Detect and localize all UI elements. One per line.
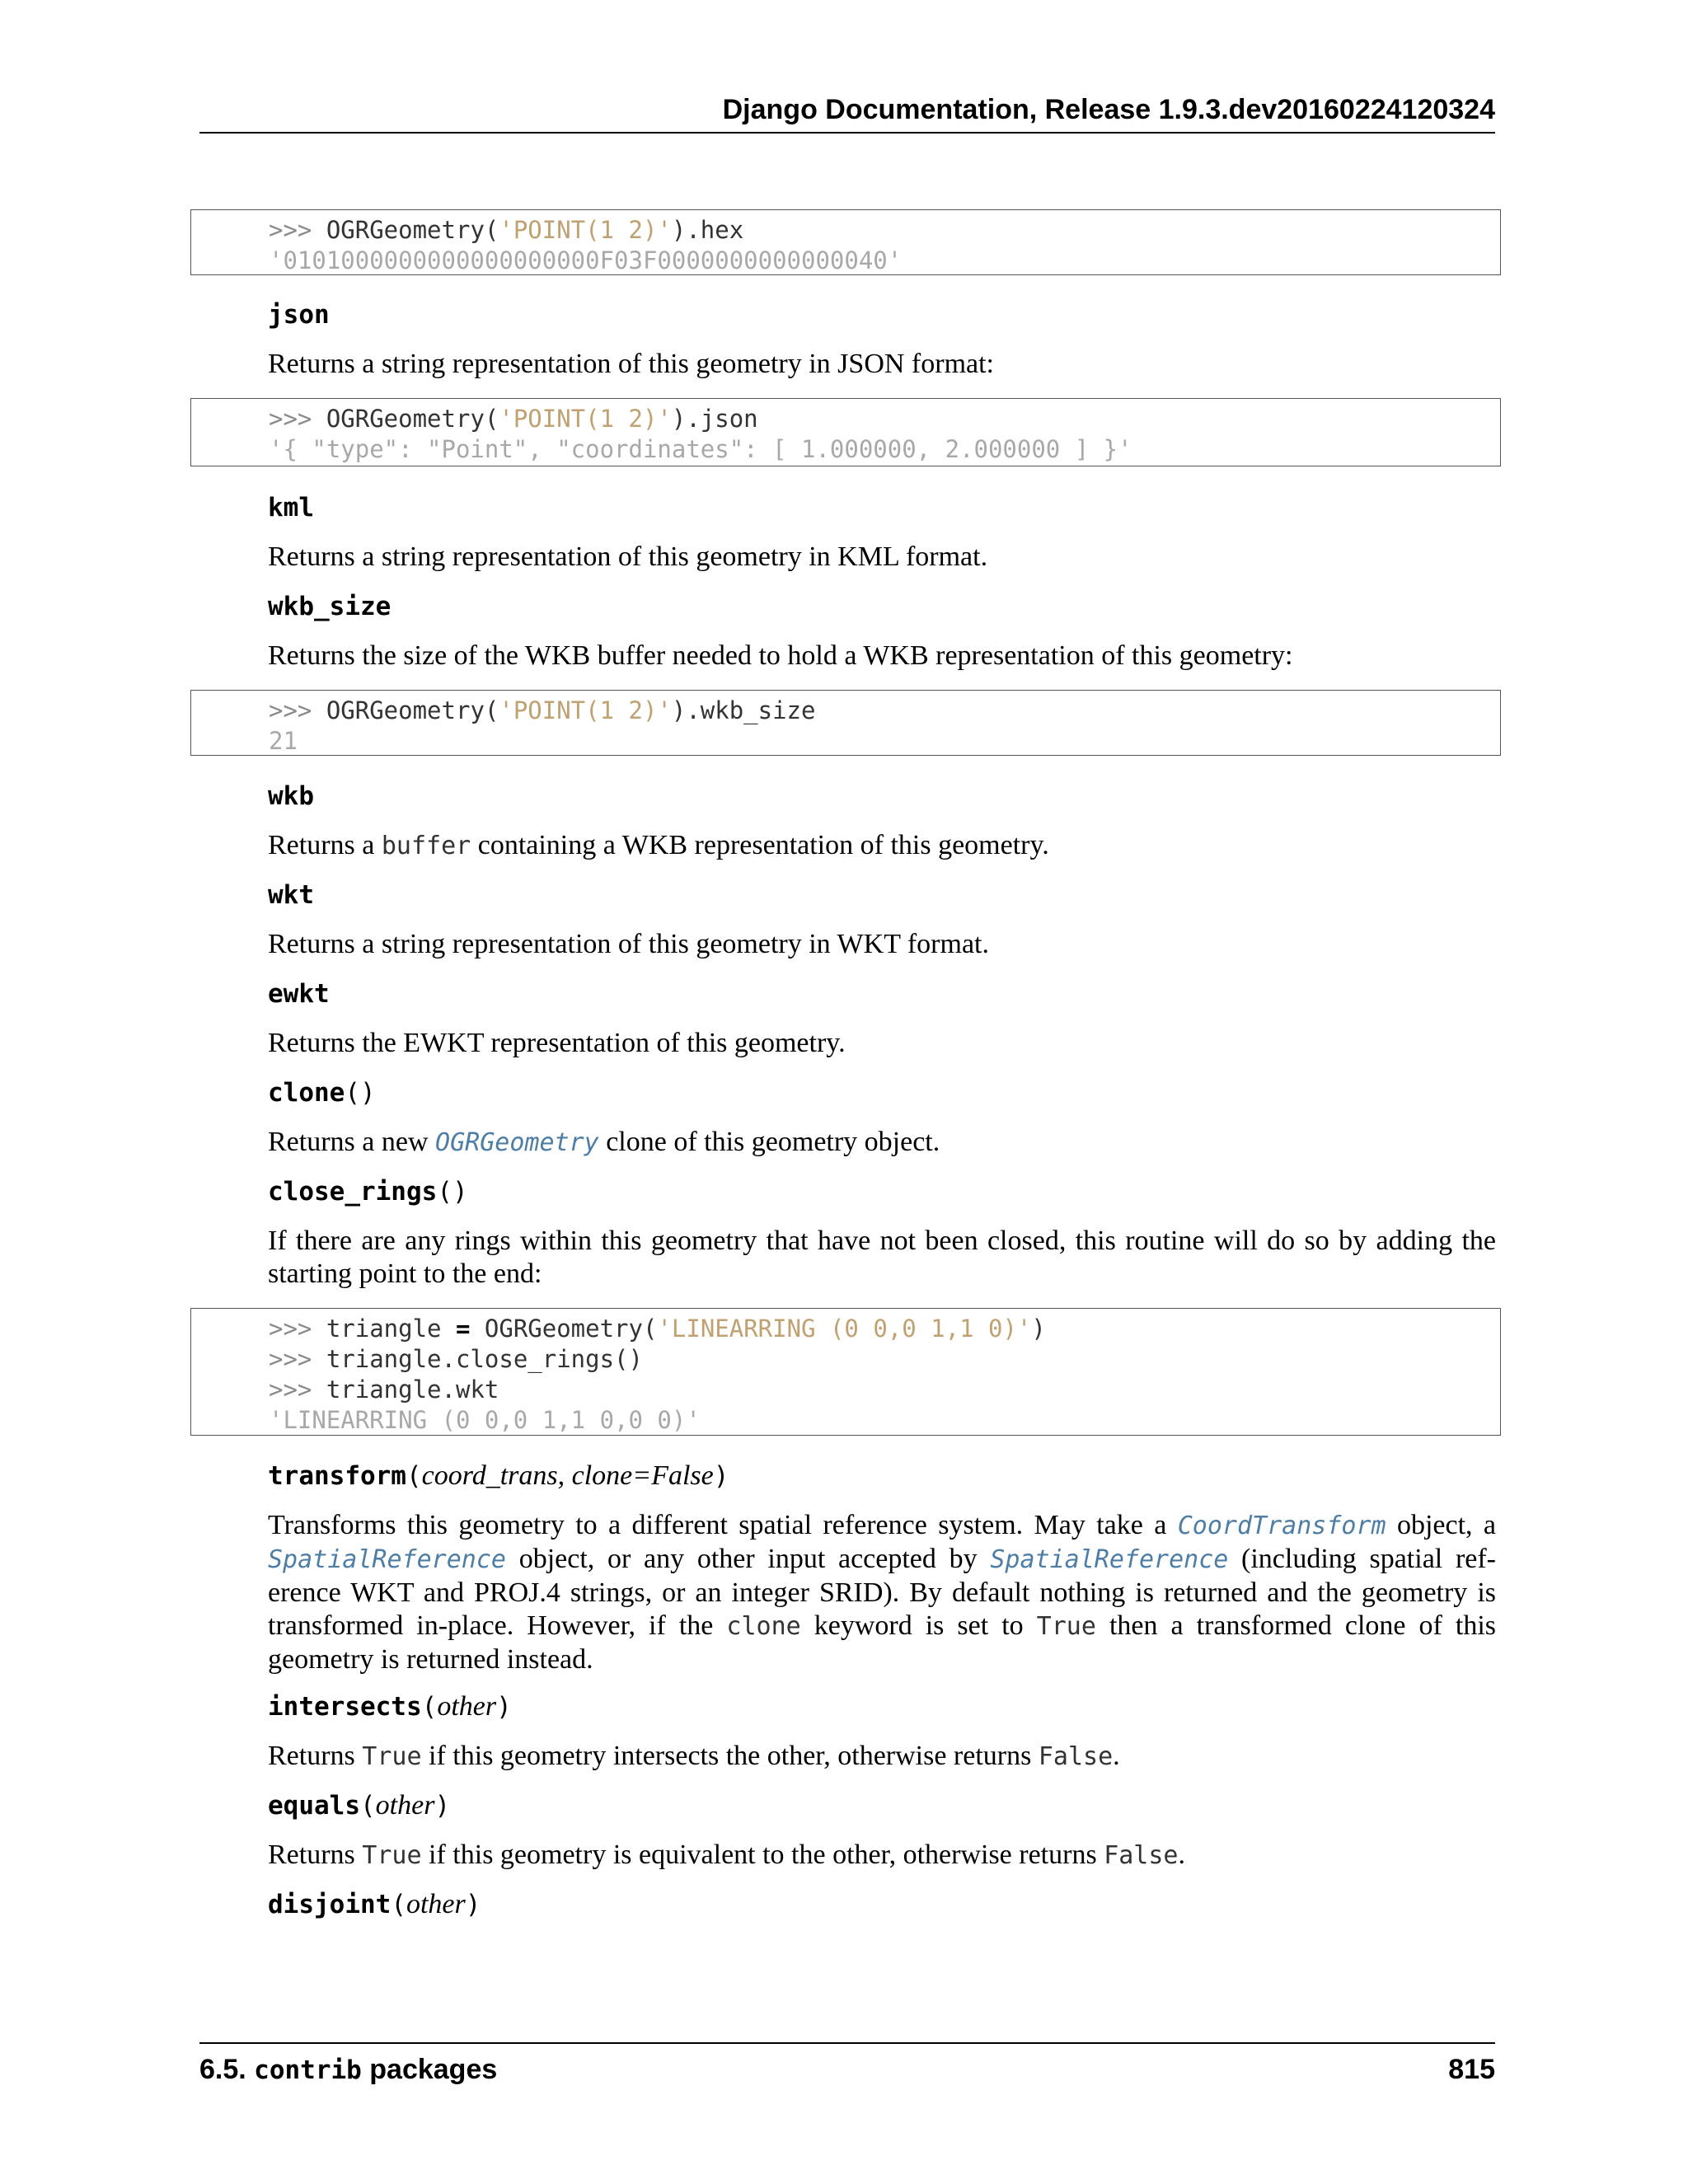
footer-section: 6.5. contrib packages [199,2054,498,2085]
intersects-description: Returns True if this geometry intersects the other, otherwise returns False. [268,1741,1120,1771]
code-block-wkb-size: >>> OGRGeometry('POINT(1 2)').wkb_size 21 [190,690,1501,756]
method-clone: clone() [268,1078,376,1108]
link-coordtransform[interactable]: CoordTransform [1177,1511,1386,1540]
wkb-description: Returns a buffer containing a WKB representation of this geometry. [268,830,1049,860]
wkb-size-description: Returns the size of the WKB buffer needed to hold a WKB representation of this geometry: [268,640,1293,671]
link-spatialreference-2[interactable]: SpatialReference [990,1545,1229,1574]
page-number: 815 [1448,2054,1495,2085]
transform-description: Transforms this geometry to a different spatial reference system. May take a CoordTransform object, a SpatialReference object, or any other input accepted by SpatialReference (including spatial ref-erence WKT and PROJ.4 strings, or an integer SRID). By default nothing is returned and the geometry is transformed in-place. However, if the clone keyword is set to True then a transformed clone of this geometry is returned instead. [268,1510,1497,1675]
attribute-ewkt [268,977,330,1010]
attribute-wkt [268,879,314,912]
kml-description: Returns a string representation of this geometry in KML format. [268,541,988,572]
attribute-name: wkb [268,781,314,811]
header-title: Django Documentation, Release 1.9.3.dev20160224120324 [722,94,1495,125]
attribute-kml [268,491,314,524]
attribute-name: kml [268,493,314,523]
method-transform: transform(coord_trans, clone=False) [268,1460,729,1491]
page-header [199,92,1495,134]
clone-description: Returns a new OGRGeometry clone of this geometry object. [268,1127,940,1157]
attribute-name: json [268,300,330,330]
method-disjoint: disjoint(other) [268,1889,481,1919]
attribute-wkb-size [268,590,391,623]
method-close-rings: close_rings() [268,1177,468,1207]
method-intersects: intersects(other) [268,1691,512,1722]
code-block-json: >>> OGRGeometry('POINT(1 2)').json '{ "type": "Point", "coordinates": [ 1.000000, 2.000000 ] }' [190,398,1501,466]
json-description: Returns a string representation of this geometry in JSON format: [268,349,994,379]
method-equals: equals(other) [268,1790,451,1821]
code-block-close-rings: >>> triangle = OGRGeometry('LINEARRING (0 0,0 1,1 0)') >>> triangle.close_rings() >>> triangle.wkt 'LINEARRING (0 0,0 1,1 0,0 0)' [190,1308,1501,1436]
wkt-description: Returns a string representation of this geometry in WKT format. [268,929,989,959]
equals-description: Returns True if this geometry is equivalent to the other, otherwise returns False. [268,1840,1185,1870]
link-spatialreference[interactable]: SpatialReference [268,1545,506,1574]
attribute-name: ewkt [268,979,330,1009]
attribute-json [268,298,330,331]
attribute-wkb [268,780,314,813]
close-rings-description: If there are any rings within this geometry that have not been closed, this routine will do so by adding the starting point to the end: [268,1226,1496,1289]
link-ogrgeometry[interactable]: OGRGeometry [435,1128,599,1157]
code-block-hex: >>> OGRGeometry('POINT(1 2)').hex '0101000000000000000000F03F0000000000000040' [190,209,1501,275]
ewkt-description: Returns the EWKT representation of this geometry. [268,1028,846,1058]
attribute-name: wkb_size [268,592,392,621]
attribute-name: wkt [268,880,314,910]
page-footer [199,2042,1495,2093]
